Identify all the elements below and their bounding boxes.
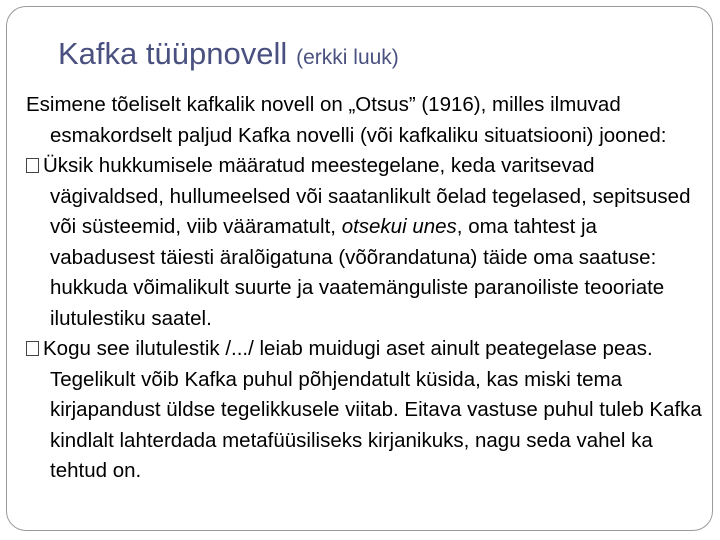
slide-title bbox=[58, 35, 399, 72]
bullet-item bbox=[26, 151, 702, 334]
square-bullet-icon bbox=[26, 341, 39, 356]
bullet-text: Kogu see ilutulestik /.../ leiab muidugi aset ainult peategelase peas. Tegelikult võib Kafka puhul põhjendatult küsida, kas miski tema kirjapandust üldse tegelikkusele viitab. Eitava vastuse puhul tuleb Kafka kindlalt lahterdada metafüüsiliseks kirjanikuks, nagu seda vahel ka tehtud on. bbox=[43, 337, 702, 482]
bullet-text: Üksik hukkumisele määratud meestegelane, keda varitsevad vägivaldsed, hullumeelsed või saatanlikult õelad tegelased, sepitsused või süsteemid, viib vääramatult, bbox=[43, 154, 691, 238]
bullet-emphasis: otsekui unes bbox=[341, 215, 457, 238]
bullet-item bbox=[26, 334, 702, 487]
slide-body bbox=[26, 90, 702, 487]
title-main: Kafka tüüpnovell bbox=[58, 36, 288, 71]
title-author: (erkki luuk) bbox=[296, 46, 399, 69]
bullet-text-end: , oma tahtest ja vabadusest täiesti äralõigatuna (võõrandatuna) täide oma saatuse: hukkuda võimalikult suurte ja vaatemänguliste paranoiliste teooriate ilutulestiku saatel. bbox=[50, 215, 665, 330]
intro-paragraph: Esimene tõeliselt kafkalik novell on „Otsus” (1916), milles ilmuvad esmakordselt paljud Kafka novelli (või kafkaliku situatsiooni) jooned: bbox=[26, 93, 667, 147]
square-bullet-icon bbox=[26, 158, 39, 173]
